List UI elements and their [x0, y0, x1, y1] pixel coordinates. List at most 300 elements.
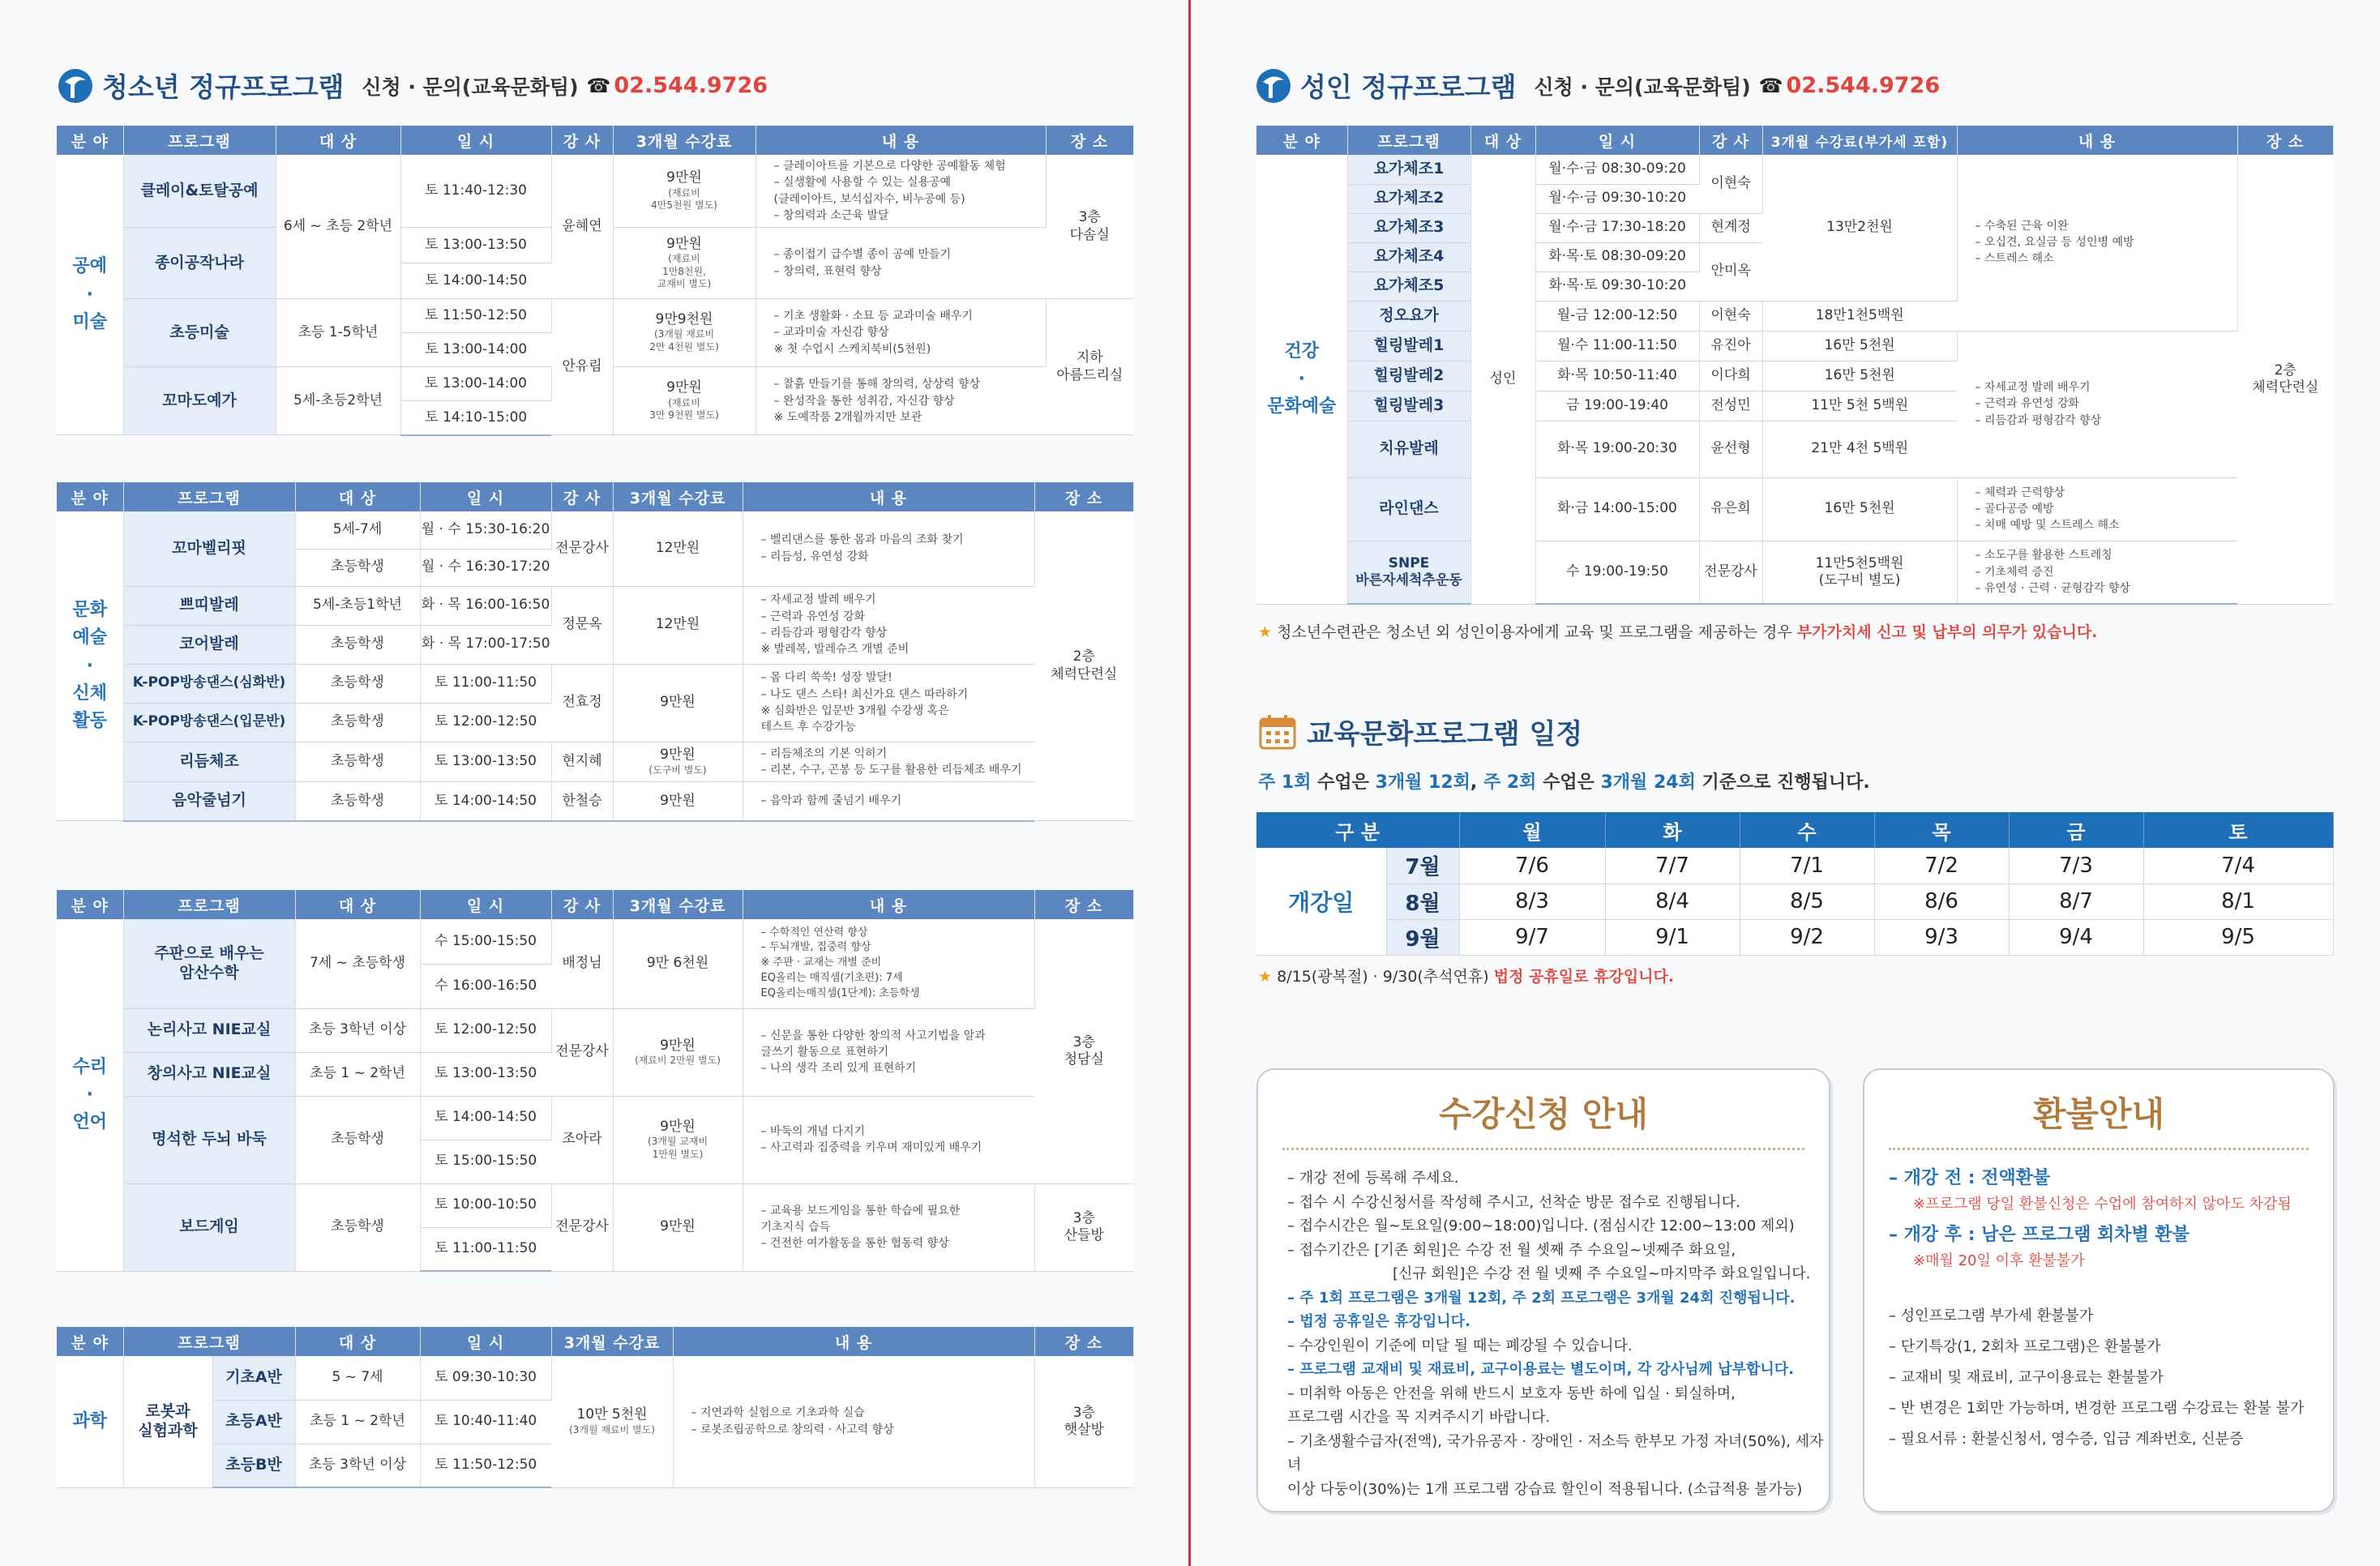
- fee-amount: 9만원: [660, 747, 696, 764]
- time-cell: 월·수·금 09:30-10:20: [1535, 184, 1699, 213]
- date-cell: 7/3: [2009, 848, 2143, 884]
- col-content: 내 용: [673, 1327, 1034, 1356]
- table-row: [57, 1008, 1133, 1052]
- table-row: [57, 586, 1133, 625]
- time-cell: 금 19:00-19:40: [1535, 391, 1699, 421]
- time-cell: 화·목 10:50-11:40: [1535, 361, 1699, 391]
- time-cell: 토 10:00-10:50: [420, 1183, 551, 1227]
- fee-note: (재료비 4만5천원 별도): [651, 186, 717, 212]
- program-name: 논리사고 NIE교실: [123, 1008, 295, 1052]
- table-header-row: [57, 482, 1133, 511]
- time-cell: 토 11:00-11:50: [420, 664, 551, 703]
- target-cell: 5 ~ 7세: [295, 1356, 420, 1400]
- center-logo-icon: [57, 67, 94, 105]
- col-sat: 토: [2143, 812, 2333, 848]
- guide-line: [신규 회원]은 수강 전 월 넷째 주 수요일~마지막주 화요일입니다.: [1393, 1265, 1811, 1282]
- desc-text: ,: [1470, 772, 1483, 793]
- table-row: [1256, 541, 2333, 604]
- place-cell: 3층 햇살방: [1034, 1356, 1133, 1487]
- fee-cell: 13만2천원: [1762, 155, 1957, 301]
- content-cell: – 벨리댄스를 통한 몸과 마음의 조화 찾기 – 리듬성, 유연성 강화: [743, 511, 1034, 586]
- col-fee: 3개월 수강료(부가세 포함): [1762, 126, 1957, 155]
- target-cell: 초등학생: [295, 742, 420, 782]
- table-row: [1256, 919, 2333, 955]
- teacher-cell: 전성민: [1699, 391, 1762, 421]
- content-cell: – 수학적인 연산력 향상 – 두뇌개발, 집중력 향상 ※ 주판 · 교재는 개별 준비 EQ올리는 매직셈(기초편): 7세 EQ올리는매직셈(1단계): 초등학생: [743, 919, 1034, 1008]
- table-row: [57, 155, 1133, 228]
- refund-after-start: – 개강 후 : 남은 프로그램 회차별 환불: [1889, 1225, 2190, 1245]
- table-culture-physical: [57, 482, 1134, 822]
- fee-amount: 9만원: [666, 169, 702, 186]
- fee-cell: [551, 1356, 673, 1487]
- teacher-cell: 전문강사: [551, 1008, 613, 1096]
- schedule-description: [1258, 768, 1870, 794]
- enrollment-guide-title: 수강신청 안내: [1438, 1094, 1649, 1134]
- col-program: 프로그램: [123, 1327, 295, 1356]
- month-cell: 8월: [1386, 884, 1459, 919]
- date-cell: 9/7: [1459, 919, 1605, 955]
- time-cell: 토 09:30-10:30: [420, 1356, 551, 1400]
- time-cell: 토 13:00-14:00: [400, 333, 551, 367]
- col-target: 대 상: [295, 1327, 420, 1356]
- time-cell: 토 14:00-14:50: [420, 1096, 551, 1140]
- refund-rules: [1889, 1301, 2333, 1455]
- content-cell: – 체력과 근력향상 – 골다공증 예방 – 치매 예방 및 스트레스 해소: [1957, 477, 2237, 541]
- schedule-title-row: [1258, 712, 1582, 751]
- refund-guide-box: [1863, 1068, 2335, 1513]
- program-name: 요가체조3: [1347, 213, 1470, 242]
- fee-cell: 12만원: [613, 511, 743, 586]
- col-teacher: 강 사: [551, 482, 613, 511]
- guide-line: – 수강인원이 기준에 미달 될 때는 폐강될 수 있습니다.: [1287, 1337, 1633, 1354]
- fee-cell: [613, 1008, 743, 1096]
- guide-line: – 주 1회 프로그램은 3개월 12회, 주 2회 프로그램은 3개월 24회 진행됩니다.: [1287, 1289, 1796, 1307]
- start-date-label: 개강일: [1256, 848, 1386, 955]
- place-cell: 2층 체력단련실: [1034, 511, 1133, 821]
- target-cell: 5세-초등1학년: [295, 586, 420, 625]
- time-cell: 토 11:00-11:50: [420, 1227, 551, 1271]
- table-row: [1256, 848, 2333, 884]
- refund-before-note: ※프로그램 당일 환불신청은 수업에 참여하지 않아도 차감됨: [1913, 1196, 2292, 1213]
- col-fee: 3개월 수강료: [613, 890, 743, 919]
- place-cell: 지하 아름드리실: [1046, 299, 1133, 435]
- date-cell: 8/4: [1605, 884, 1740, 919]
- col-time: 일 시: [400, 126, 551, 155]
- time-cell: 수 16:00-16:50: [420, 964, 551, 1008]
- time-cell: 화·목 19:00-20:30: [1535, 421, 1699, 477]
- table-header-row: [57, 126, 1133, 155]
- program-name: 종이공작나라: [123, 228, 276, 299]
- teacher-cell: 전문강사: [551, 1183, 613, 1271]
- fee-cell: 11만 5천 5백원: [1762, 391, 1957, 421]
- program-name: SNPE 바른자세척추운동: [1347, 541, 1470, 604]
- time-cell: 수 19:00-19:50: [1535, 541, 1699, 604]
- fee-note: (재료비 3만 9천원 별도): [649, 396, 719, 421]
- fee-cell: 18만1천5백원: [1762, 301, 1957, 331]
- time-cell: 토 13:00-13:50: [420, 742, 551, 782]
- table-header-row: [57, 1327, 1133, 1356]
- fee-cell: 9만원: [613, 782, 743, 821]
- desc-twice: 주 2회: [1483, 772, 1537, 793]
- col-target: 대 상: [295, 482, 420, 511]
- col-content: 내 용: [743, 890, 1034, 919]
- target-cell: 초등 1 ~ 2학년: [295, 1400, 420, 1444]
- star-icon: ★: [1258, 968, 1273, 986]
- table-row: [57, 919, 1133, 964]
- program-name: 꼬마도예가: [123, 367, 276, 435]
- col-wed: 수: [1740, 812, 1874, 848]
- program-name: 클레이&토탈공예: [123, 155, 276, 228]
- youth-title-row: [57, 66, 768, 105]
- refund-rule: – 단기특강(1, 2회차 프로그램)은 환불불가: [1889, 1338, 2161, 1355]
- date-cell: 9/3: [1874, 919, 2009, 955]
- program-name: 라인댄스: [1347, 477, 1470, 541]
- table-math-language: [57, 890, 1134, 1272]
- fee-cell: [613, 367, 756, 435]
- date-cell: 8/1: [2143, 884, 2333, 919]
- time-cell: 토 11:50-12:50: [400, 299, 551, 333]
- target-cell: 6세 ~ 초등 2학년: [276, 155, 400, 299]
- col-fee: 3개월 수강료: [613, 482, 743, 511]
- teacher-cell: 정문옥: [551, 586, 613, 664]
- time-cell: 화·목·토 09:30-10:20: [1535, 272, 1699, 301]
- time-cell: 토 14:00-14:50: [420, 782, 551, 821]
- target-cell: 5세-7세: [295, 511, 420, 549]
- fee-note: (3개월 교재비 1만원 별도): [647, 1136, 708, 1160]
- vat-notice-highlight: 부가가치세 신고 및 납부의 의무가 있습니다.: [1796, 623, 2098, 641]
- adult-title-row: [1255, 66, 1940, 105]
- time-cell: 화·금 14:00-15:00: [1535, 477, 1699, 541]
- fee-cell: 21만 4천 5백원: [1762, 421, 1957, 477]
- program-name: K-POP방송댄스(입문반): [123, 703, 295, 742]
- guide-line: – 접수시간은 월~토요일(9:00~18:00)입니다. (점심시간 12:00~13:00 제외): [1287, 1217, 1795, 1234]
- date-cell: 8/6: [1874, 884, 2009, 919]
- target-cell: 초등학생: [295, 1096, 420, 1183]
- date-cell: 8/7: [2009, 884, 2143, 919]
- guide-line: – 기초생활수급자(전액), 국가유공자 · 장애인 · 저소득 한부모 가정 자녀(50%), 세자녀: [1287, 1432, 1824, 1474]
- time-cell: 월·수·금 17:30-18:20: [1535, 213, 1699, 242]
- fee-cell: [613, 742, 743, 782]
- col-division: 구 분: [1256, 812, 1459, 848]
- desc-12: 3개월 12회: [1375, 772, 1470, 793]
- table-header-row: [1256, 812, 2333, 848]
- time-cell: 화 · 목 16:00-16:50: [420, 586, 551, 625]
- fee-cell: [613, 155, 756, 228]
- table-row: [1256, 477, 2333, 541]
- date-cell: 7/6: [1459, 848, 1605, 884]
- time-cell: 월·수 11:00-11:50: [1535, 331, 1699, 361]
- field-cell: 문화 예술 · 신체 활동: [57, 511, 123, 821]
- guide-line: – 접수 시 수강신청서를 작성해 주시고, 선착순 방문 접수로 진행됩니다.: [1287, 1193, 1740, 1211]
- content-cell: – 리듬체조의 기본 익히기 – 리본, 수구, 곤봉 등 도구를 활용한 리듬체조 배우기: [743, 742, 1034, 782]
- date-cell: 7/1: [1740, 848, 1874, 884]
- content-cell: – 자세교정 발레 배우기 – 근력과 유연성 강화 – 리듬감과 평형감각 향상 ※ 발레복, 발레슈즈 개별 준비: [743, 586, 1034, 664]
- time-cell: 토 11:50-12:50: [420, 1444, 551, 1487]
- field-cell: 수리 · 언어: [57, 919, 123, 1271]
- table-craft-art: [57, 126, 1134, 436]
- col-field: 분 야: [1256, 126, 1347, 155]
- time-cell: 토 11:40-12:30: [400, 155, 551, 228]
- field-cell: 과학: [57, 1356, 123, 1487]
- enrollment-guide-box: [1256, 1068, 1830, 1513]
- teacher-cell: 현계정: [1699, 213, 1762, 242]
- field-cell: 건강 · 문화예술: [1256, 155, 1347, 604]
- table-header-row: [57, 890, 1133, 919]
- fee-cell: 9만 6천원: [613, 919, 743, 1008]
- target-cell: 초등 1 ~ 2학년: [295, 1052, 420, 1096]
- guide-line: – 접수기간은 [기존 회원]은 수강 전 월 셋째 주 수요일~넷째주 화요일,: [1287, 1241, 1736, 1259]
- time-cell: 토 14:10-15:00: [400, 401, 551, 435]
- desc-24: 3개월 24회: [1600, 772, 1696, 793]
- refund-guide-list: [1864, 1150, 2333, 1455]
- col-time: 일 시: [420, 1327, 551, 1356]
- col-thu: 목: [1874, 812, 2009, 848]
- start-date-table: [1256, 812, 2334, 956]
- col-field: 분 야: [57, 1327, 123, 1356]
- col-field: 분 야: [57, 482, 123, 511]
- table-row: [57, 1183, 1133, 1227]
- teacher-cell: 이현숙: [1699, 301, 1762, 331]
- content-cell: – 수축된 근육 이완 – 오십견, 요실금 등 성인병 예방 – 스트레스 해소: [1957, 155, 2237, 331]
- fee-note: (재료비 2만원 별도): [635, 1054, 721, 1066]
- program-name: 요가체조5: [1347, 272, 1470, 301]
- guide-line: 프로그램 시간을 꼭 지켜주시기 바랍니다.: [1287, 1409, 1551, 1426]
- col-fee: 3개월 수강료: [551, 1327, 673, 1356]
- table-row: [57, 742, 1133, 782]
- teacher-cell: 전효정: [551, 664, 613, 742]
- desc-once: 주 1회: [1258, 772, 1312, 793]
- content-cell: – 클레이아트를 기본으로 다양한 공예활동 체험 – 실생활에 사용할 수 있는 실용공예 (클레이아트, 보석십자수, 비누공예 등) – 창의력과 소근육 발달: [756, 155, 1046, 228]
- fee-note: (도구비 별도): [649, 764, 707, 776]
- time-cell: 월-금 12:00-12:50: [1535, 301, 1699, 331]
- refund-before-start: – 개강 전 : 전액환불: [1889, 1168, 2051, 1188]
- teacher-cell: 현지혜: [551, 742, 613, 782]
- content-cell: – 바둑의 개념 다지기 – 사고력과 집중력을 키우며 재미있게 배우기: [743, 1096, 1034, 1183]
- program-name: 치유발레: [1347, 421, 1470, 477]
- target-cell: 초등학생: [295, 664, 420, 703]
- target-cell: 5세-초등2학년: [276, 367, 400, 435]
- time-cell: 토 13:00-13:50: [420, 1052, 551, 1096]
- content-cell: – 지연과학 실험으로 기초과학 실습 – 로봇조립공학으로 창의력 · 사고력 향상: [673, 1356, 1034, 1487]
- teacher-cell: 전문강사: [1699, 541, 1762, 604]
- refund-rule: – 필요서류 : 환불신청서, 영수증, 입금 계좌번호, 신분증: [1889, 1431, 2244, 1448]
- content-cell: – 찰흙 만들기를 통해 창의력, 상상력 향상 – 완성작을 통한 성취감, 자신감 향상 ※ 도예작품 2개월까지만 보관: [756, 367, 1046, 435]
- fee-cell: 12만원: [613, 586, 743, 664]
- table-row: [57, 299, 1133, 333]
- teacher-cell: 안미옥: [1699, 242, 1762, 301]
- target-cell: 초등학생: [295, 782, 420, 821]
- teacher-cell: 조아라: [551, 1096, 613, 1183]
- program-name: 코어발레: [123, 625, 295, 664]
- fee-cell: 16만 5천원: [1762, 361, 1957, 391]
- phone-icon: ☎: [586, 74, 611, 97]
- program-name: 힐링발레1: [1347, 331, 1470, 361]
- program-name: 기초A반: [212, 1356, 295, 1400]
- program-name: 힐링발레2: [1347, 361, 1470, 391]
- table-adult-programs: [1256, 126, 2334, 605]
- target-cell: 초등 3학년 이상: [295, 1444, 420, 1487]
- table-header-row: [1256, 126, 2333, 155]
- content-cell: – 교육용 보드게임을 통한 학습에 필요한 기초지식 습득 – 건전한 여가활동을 통한 협동력 향상: [743, 1183, 1034, 1271]
- content-cell: – 음악과 함께 줄넘기 배우기: [743, 782, 1034, 821]
- desc-text: 수업은: [1536, 772, 1601, 793]
- place-cell: 3층 청담실: [1034, 919, 1133, 1183]
- program-name: 요가체조4: [1347, 242, 1470, 272]
- time-cell: 수 15:00-15:50: [420, 919, 551, 964]
- fee-cell: [613, 228, 756, 299]
- time-cell: 월 · 수 16:30-17:20: [420, 549, 551, 586]
- target-cell: 초등 3학년 이상: [295, 1008, 420, 1052]
- guide-line: – 프로그램 교재비 및 재료비, 교구이용료는 별도이며, 각 강사님께 납부합니다.: [1287, 1361, 1794, 1378]
- content-cell: – 신문을 통한 다양한 창의적 사고기법을 알과 글쓰기 활동으로 표현하기 – 나의 생각 조리 있게 표현하기: [743, 1008, 1034, 1096]
- table-row: [57, 664, 1133, 703]
- teacher-cell: 안유림: [551, 299, 613, 435]
- teacher-cell: 윤혜연: [551, 155, 613, 299]
- content-cell: – 기초 생활화 · 소묘 등 교과미술 배우기 – 교과미술 자신감 향상 ※ 첫 수업시 스케치북비(5천원): [756, 299, 1046, 367]
- program-name: 보드게임: [123, 1183, 295, 1271]
- month-cell: 7월: [1386, 848, 1459, 884]
- fee-cell: 9만원: [613, 1183, 743, 1271]
- program-name: 요가체조1: [1347, 155, 1470, 184]
- date-cell: 9/4: [2009, 919, 2143, 955]
- fee-note: (3개월 재료비 별도): [569, 1423, 655, 1436]
- target-cell: 초등학생: [295, 625, 420, 664]
- center-logo-icon: [1255, 67, 1292, 105]
- col-place: 장 소: [2237, 126, 2333, 155]
- teacher-cell: 한철승: [551, 782, 613, 821]
- program-name: 명석한 두뇌 바둑: [123, 1096, 295, 1183]
- col-mon: 월: [1459, 812, 1605, 848]
- program-name: 힐링발레3: [1347, 391, 1470, 421]
- phone-icon: ☎: [1758, 74, 1783, 97]
- time-cell: 토 10:40-11:40: [420, 1400, 551, 1444]
- guide-line: 이상 다둥이(30%)는 1개 프로그램 강습료 할인이 적용됩니다. (소급적용 불가능): [1287, 1480, 1803, 1498]
- desc-text: 수업은: [1311, 772, 1376, 793]
- col-place: 장 소: [1034, 890, 1133, 919]
- fee-cell: [613, 299, 756, 367]
- teacher-cell: 유은희: [1699, 477, 1762, 541]
- table-row: [1256, 155, 2333, 184]
- fee-cell: [613, 1096, 743, 1183]
- target-cell: 초등학생: [295, 549, 420, 586]
- content-cell: – 소도구를 활용한 스트레칭 – 기초체력 증진 – 유연성 · 근력 · 균형감각 향상: [1957, 541, 2237, 604]
- col-field: 분 야: [57, 890, 123, 919]
- col-tue: 화: [1605, 812, 1740, 848]
- page-divider: [1188, 0, 1196, 1566]
- teacher-cell: 전문강사: [551, 511, 613, 586]
- adult-phone-number[interactable]: 02.544.9726: [1786, 73, 1941, 98]
- time-cell: 토 13:00-14:00: [400, 367, 551, 401]
- table-row: [57, 1096, 1133, 1140]
- table-row: [57, 1356, 1133, 1400]
- col-target: 대 상: [276, 126, 400, 155]
- time-cell: 월 · 수 15:30-16:20: [420, 511, 551, 549]
- time-cell: 토 12:00-12:50: [420, 1008, 551, 1052]
- table-row: [57, 511, 1133, 549]
- time-cell: 토 12:00-12:50: [420, 703, 551, 742]
- col-time: 일 시: [420, 482, 551, 511]
- program-name: 꼬마벨리핏: [123, 511, 295, 586]
- fee-note: (3개월 재료비 2만 4천원 별도): [649, 328, 719, 353]
- col-content: 내 용: [1957, 126, 2237, 155]
- col-content: 내 용: [743, 482, 1034, 511]
- enrollment-guide-list: [1258, 1150, 1829, 1501]
- col-time: 일 시: [420, 890, 551, 919]
- fee-amount: 9만원: [666, 379, 702, 396]
- program-name: K-POP방송댄스(심화반): [123, 664, 295, 703]
- refund-rule: – 교재비 및 재료비, 교구이용료는 환불불가: [1889, 1369, 2164, 1386]
- col-place: 장 소: [1034, 1327, 1133, 1356]
- date-cell: 9/5: [2143, 919, 2333, 955]
- date-cell: 7/7: [1605, 848, 1740, 884]
- table-row: [57, 782, 1133, 821]
- holiday-notice: [1258, 965, 1674, 986]
- program-name: 창의사고 NIE교실: [123, 1052, 295, 1096]
- program-group: 로봇과 실험과학: [123, 1356, 212, 1487]
- content-cell: – 몸 다리 쑥쑥! 성장 발달! – 나도 댄스 스타! 최신가요 댄스 따라하기 ※ 심화반은 입문반 3개월 수강생 혹은 테스트 후 수강가능: [743, 664, 1034, 742]
- fee-amount: 9만원: [660, 1118, 696, 1135]
- col-teacher: 강 사: [551, 126, 613, 155]
- col-time: 일 시: [1535, 126, 1699, 155]
- place-cell: 2층 체력단련실: [2237, 155, 2333, 604]
- youth-phone-number[interactable]: 02.544.9726: [614, 73, 768, 98]
- month-cell: 9월: [1386, 919, 1459, 955]
- date-cell: 8/3: [1459, 884, 1605, 919]
- youth-inquiry-label: 신청 · 문의(교육문화팀): [362, 75, 579, 99]
- program-name: 초등A반: [212, 1400, 295, 1444]
- target-cell: 초등학생: [295, 1183, 420, 1271]
- refund-guide-title: 환불안내: [2032, 1094, 2165, 1134]
- col-fee: 3개월 수강료: [613, 126, 756, 155]
- desc-text: 기준으로 진행됩니다.: [1695, 772, 1870, 793]
- col-fri: 금: [2009, 812, 2143, 848]
- refund-rule: – 성인프로그램 부가세 환불불가: [1889, 1307, 2094, 1324]
- time-cell: 월·수·금 08:30-09:20: [1535, 155, 1699, 184]
- program-name: 리듬체조: [123, 742, 295, 782]
- teacher-cell: 윤선형: [1699, 421, 1762, 477]
- teacher-cell: 유진아: [1699, 331, 1762, 361]
- fee-cell: 16만 5천원: [1762, 331, 1957, 361]
- target-cell: 초등학생: [295, 703, 420, 742]
- teacher-cell: 배정님: [551, 919, 613, 1008]
- fee-cell: 11만5천5백원 (도구비 별도): [1762, 541, 1957, 604]
- program-name: 정오요가: [1347, 301, 1470, 331]
- content-cell: – 자세교정 발레 배우기 – 근력과 유연성 강화 – 리듬감과 평형감각 향상: [1957, 331, 2237, 477]
- adult-inquiry-label: 신청 · 문의(교육문화팀): [1534, 75, 1751, 99]
- fee-amount: 10만 5천원: [576, 1406, 648, 1423]
- program-name: 주판으로 배우는 암산수학: [123, 919, 295, 1008]
- guide-line: – 미취학 아동은 안전을 위해 반드시 보호자 동반 하에 입실 · 퇴실하며,: [1287, 1384, 1736, 1402]
- program-name: 초등미술: [123, 299, 276, 367]
- content-cell: – 종이접기 급수별 종이 공예 만들기 – 창의력, 표현력 향상: [756, 228, 1046, 299]
- col-content: 내 용: [756, 126, 1046, 155]
- fee-amount: 9만9천원: [655, 311, 713, 328]
- adult-section-title: 성인 정규프로그램: [1300, 71, 1517, 103]
- program-name: 요가체조2: [1347, 184, 1470, 213]
- col-place: 장 소: [1046, 126, 1133, 155]
- target-cell: 7세 ~ 초등학생: [295, 919, 420, 1008]
- guide-line: – 개강 전에 등록해 주세요.: [1287, 1170, 1459, 1187]
- program-name: 음악줄넘기: [123, 782, 295, 821]
- col-program: 프로그램: [123, 890, 295, 919]
- time-cell: 화 · 목 17:00-17:50: [420, 625, 551, 664]
- date-cell: 7/4: [2143, 848, 2333, 884]
- vat-notice-text: 청소년수련관은 청소년 외 성인이용자에게 교육 및 프로그램을 제공하는 경우: [1277, 623, 1797, 641]
- col-program: 프로그램: [123, 482, 295, 511]
- teacher-cell: 이현숙: [1699, 155, 1762, 213]
- date-cell: 7/2: [1874, 848, 2009, 884]
- star-icon: ★: [1258, 623, 1273, 641]
